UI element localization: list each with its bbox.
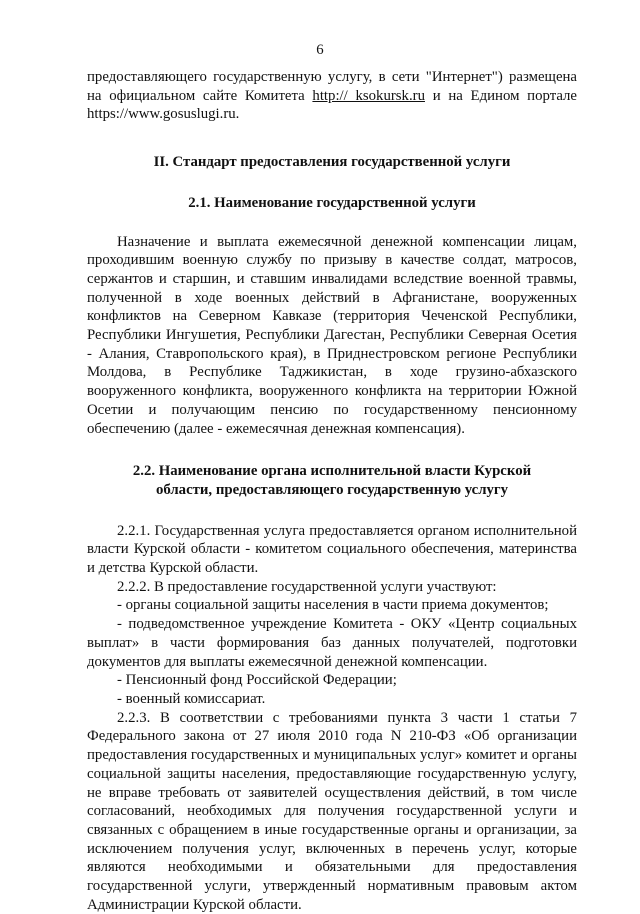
clause-2-2-3: 2.2.3. В соответствии с требованиями пункта 3 части 1 статьи 7 Федерального закона от 27 июля 2010 года N 210-ФЗ «Об организации предоставления государственных и муниципальных услуг» комитет и органы социальной защиты населения, предоставляющие государственную услугу, не вправе требовать от заявителей осуществления действий, в том числе согласований, необходимых для получения государственной услуги и связанных с обращением в иные государственные органы и организации, за исключением получения услуг, включенных в перечень услуг, которые являются необходимыми и обязательными для предоставления государственной услуги, утвержденный нормативным правовым актом Администрации Курской области. (87, 709, 577, 913)
committee-website-link[interactable]: http:// ksokursk.ru (312, 87, 425, 104)
participant-item: - военный комиссариат. (117, 690, 266, 707)
intro-text-before-link: предоставляющего государственную услугу, в сети "Интернет") размещена на официальном сайте Комитета (87, 69, 577, 104)
participant-item: - Пенсионный фонд Российской Федерации; (117, 672, 397, 689)
intro-paragraph (87, 68, 577, 124)
subsection-2-1-paragraph: Назначение и выплата ежемесячной денежной компенсации лицам, проходившим военную службу по призыву в качестве солдат, матросов, сержантов и старшин, и ставшим инвалидами вследствие военной травмы, полученной в ходе военных действий в Афганистане, вооруженных конфликтов на Северном Кавказе (территория Чеченской Республики, Республики Ингушетия, Республики Дагестан, Республики Северная Осетия - Алания, Ставропольского края), в Приднестровском регионе Республики Молдова, в Республике Таджикистан, в ходе грузино-абхазского вооруженного конфликта, вооруженного конфликта на территории Южной Осетии и получающим пенсию по государственному пенсионному обеспечению (далее - ежемесячная денежная компенсация). (87, 233, 577, 437)
page-number: 6 (316, 42, 324, 58)
participant-item: - органы социальной защиты населения в части приема документов; (117, 597, 549, 614)
subsection-2-2-title-line2: области, предоставляющего государственную услугу (155, 481, 509, 498)
clause-2-2-1: 2.2.1. Государственная услуга предоставляется органом исполнительной власти Курской области - комитетом социального обеспечения, материнства и детства Курской области. (87, 522, 577, 577)
subsection-2-1-title: 2.1. Наименование государственной услуги (188, 194, 476, 211)
document-body (87, 68, 577, 914)
clause-2-2-2: 2.2.2. В предоставление государственной услуги участвуют: (117, 578, 497, 595)
participant-item: - подведомственное учреждение Комитета - ОКУ «Центр социальных выплат» в части формирования баз данных получателей, подготовки документов для выплаты ежемесячной денежной компенсации. (87, 616, 577, 670)
intro-text-after-link: и на Едином портале https://www.gosuslugi.ru. (87, 87, 577, 123)
subsection-2-2-title (87, 462, 577, 499)
section-2-title: II. Стандарт предоставления государственной услуги (153, 154, 511, 171)
subsection-2-2-title-line1: 2.2. Наименование органа исполнительной власти Курской (132, 463, 532, 480)
